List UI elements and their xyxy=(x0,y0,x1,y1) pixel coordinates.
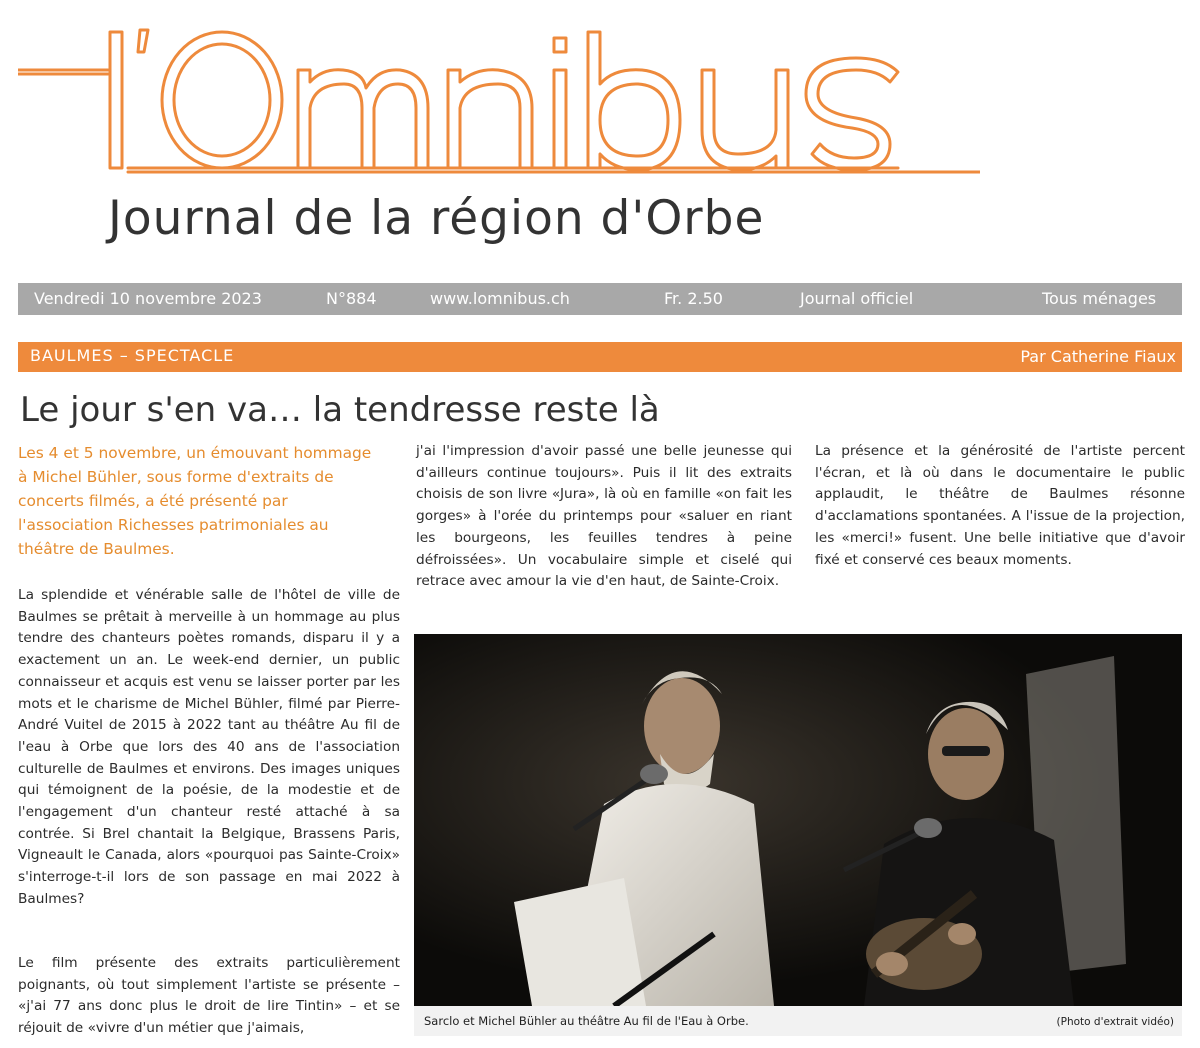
website-link[interactable]: www.lomnibus.ch xyxy=(430,289,570,308)
article-paragraph: La splendide et vénérable salle de l'hôtel de ville de Baulmes se prêtait à merveille à un hommage au plus tendre des chanteurs poètes romands, disparu il y a exactement un an. Le week-end dernier, un public connaisseur et acquis est venu se laisser porter par les mots et le charisme de Michel Bühler, filmé par Pierre-André Vuitel de 2015 à 2022 tant au théâtre Au fil de l'eau à Orbe que lors des 40 ans de l'association culturelle de Baulmes et environs. Des images uniques qui témoignent de la poésie, de la modestie et de l'engagement d'un chanteur resté attaché à sa contrée. Si Brel chantait la Belgique, Brassens Paris, Vigneault le Canada, alors «pourquoi pas Sainte-Croix» s'interroge-t-il lors de son passage en mai 2022 à Baulmes? xyxy=(18,587,400,907)
article-lede: Les 4 et 5 novembre, un émouvant hommage à Michel Bühler, sous forme d'extraits de concerts filmés, a été présenté par l'association Richesses patrimoniales au théâtre de Baulmes. xyxy=(18,444,372,558)
official-status: Journal officiel xyxy=(800,289,914,308)
masthead-logo xyxy=(18,8,980,188)
photo-credit: (Photo d'extrait vidéo) xyxy=(1056,1016,1174,1028)
masthead-subtitle: Journal de la région d'Orbe xyxy=(108,191,765,246)
distribution-label: Tous ménages xyxy=(1042,289,1157,308)
photo-caption-bar xyxy=(414,1006,1182,1036)
section-rubric-bar xyxy=(18,342,1182,372)
issue-date: Vendredi 10 novembre 2023 xyxy=(34,289,262,308)
article-paragraph: La présence et la générosité de l'artiste percent l'écran, et là où dans le documentaire le public applaudit, le théâtre de Baulmes résonne d'acclamations spontanées. A l'issue de la projection, les «merci!» fusent. Une belle initiative que d'avoir fixé et conservé ces beaux moments. xyxy=(815,443,1185,568)
issue-number: N°884 xyxy=(326,289,377,308)
article-paragraph: Le film présente des extraits particulièrement poignants, où tout simplement l'artiste se présente – «j'ai 77 ans donc plus le droit de lire Tintin» – et se réjouit de «vivre d'un métier que j'aimais, xyxy=(18,955,400,1037)
photo-caption: Sarclo et Michel Bühler au théâtre Au fil de l'Eau à Orbe. xyxy=(424,1014,749,1028)
article-paragraph: j'ai l'impression d'avoir passé une belle jeunesse qui d'ailleurs continue toujours». Puis il lit des extraits choisis de son livre «Jura», là où en famille «on fait les gorges» à l'orée du printemps pour «saluer en riant les bourgeons, les feuilles tendres à peine défroissées». Un vocabulaire simple et ciselé qui retrace avec amour la vie d'en haut, de Sainte-Croix. xyxy=(416,443,792,590)
concert-photo-illustration xyxy=(414,634,1182,1006)
byline: Par Catherine Fiaux xyxy=(1020,347,1176,366)
section-label: BAULMES – SPECTACLE xyxy=(30,346,235,365)
issue-info-bar xyxy=(18,283,1182,315)
article-headline: Le jour s'en va… la tendresse reste là xyxy=(20,390,660,430)
issue-price: Fr. 2.50 xyxy=(664,289,723,308)
article-photo xyxy=(414,634,1182,1006)
